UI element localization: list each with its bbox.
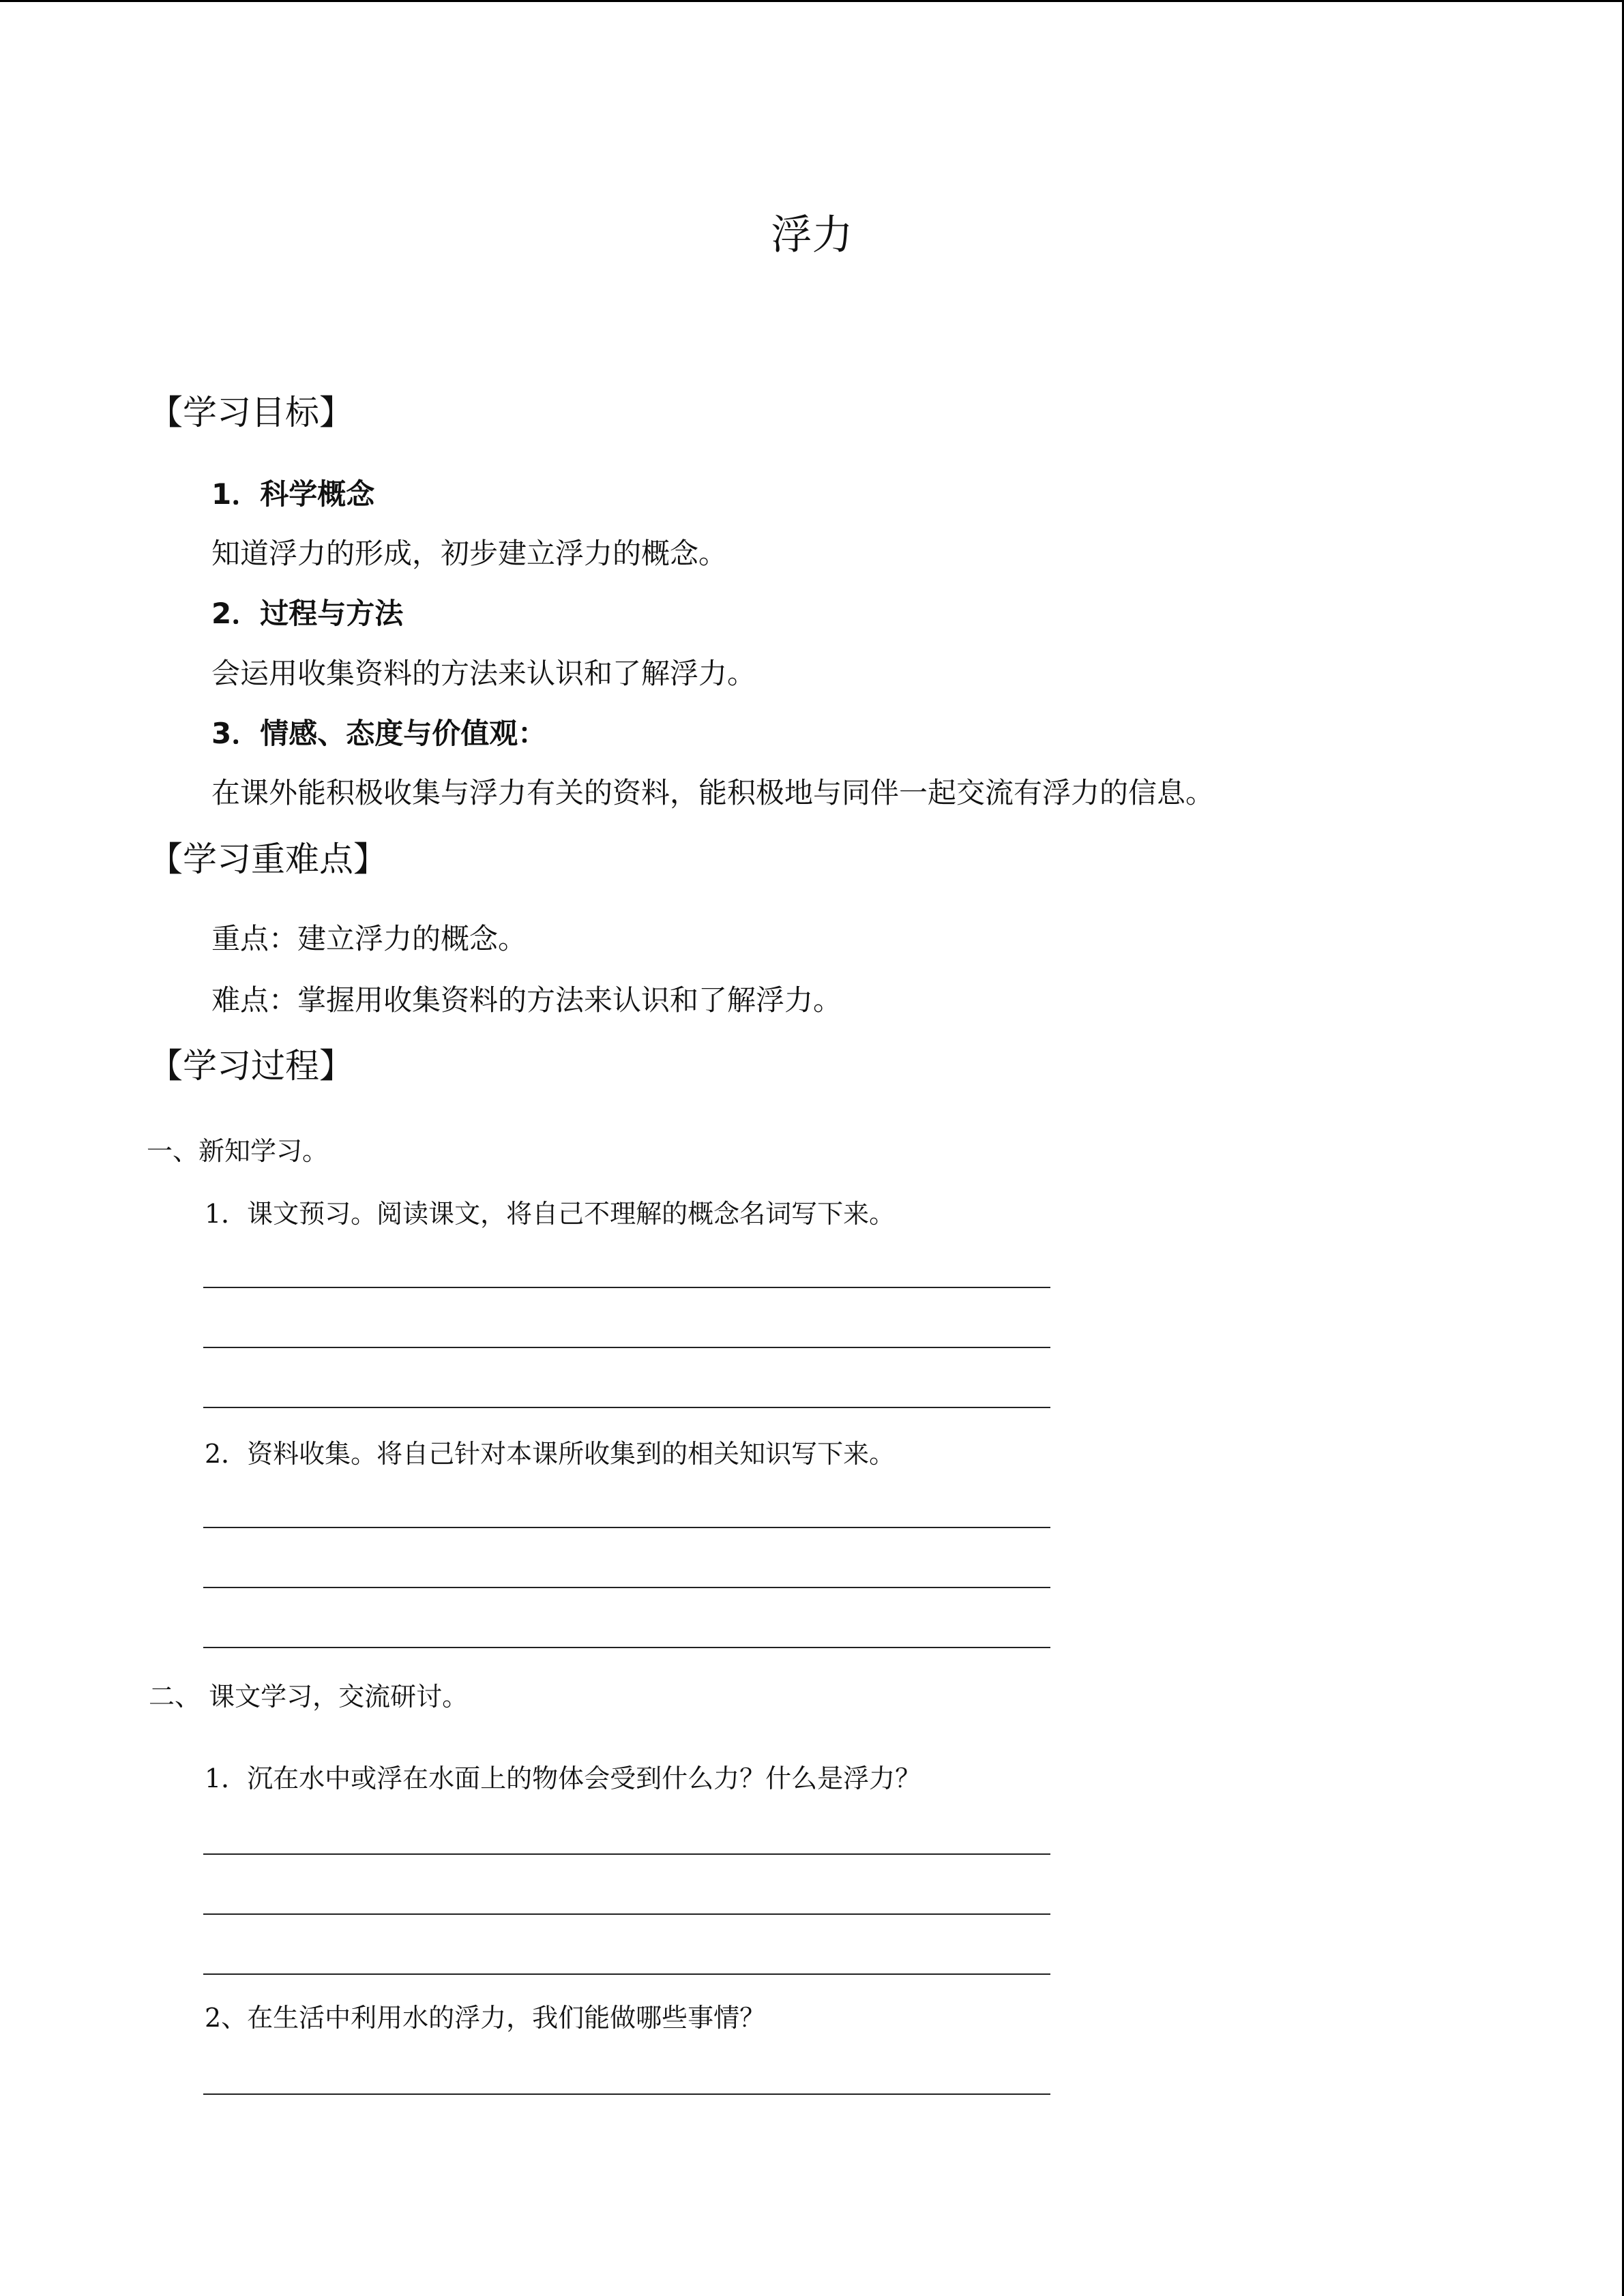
answer-line[interactable] [203, 1587, 1050, 1588]
answer-line[interactable] [203, 1347, 1050, 1348]
goal-label-2: 2．过程与方法 [211, 597, 404, 630]
question-1-1: 1．课文预习。阅读课文，将自己不理解的概念名词写下来。 [205, 1199, 896, 1229]
answer-line[interactable] [203, 1527, 1050, 1528]
goal-text-3: 在课外能积极收集与浮力有关的资料，能积极地与同伴一起交流有浮力的信息。 [211, 776, 1215, 809]
keypoint-focus: 重点：建立浮力的概念。 [211, 922, 527, 955]
answer-line[interactable] [203, 2093, 1050, 2095]
part-title-1: 一、新知学习。 [147, 1136, 329, 1166]
goal-label-1: 1．科学概念 [211, 477, 375, 511]
question-1-2: 2．资料收集。将自己针对本课所收集到的相关知识写下来。 [205, 1439, 896, 1469]
goal-text-1: 知道浮力的形成，初步建立浮力的概念。 [211, 537, 728, 570]
section-heading-process: 【学习过程】 [149, 1046, 353, 1086]
answer-line[interactable] [203, 1853, 1050, 1855]
keypoint-difficulty: 难点：掌握用收集资料的方法来认识和了解浮力。 [211, 983, 842, 1017]
answer-line[interactable] [203, 1287, 1050, 1288]
goal-label-3: 3．情感、态度与价值观： [211, 717, 547, 750]
question-2-2: 2、在生活中利用水的浮力，我们能做哪些事情？ [205, 2003, 766, 2033]
page-border-top [0, 0, 1624, 2]
answer-line[interactable] [203, 1647, 1050, 1648]
answer-line[interactable] [203, 1407, 1050, 1408]
section-heading-goals: 【学习目标】 [149, 393, 353, 432]
section-heading-keypoints: 【学习重难点】 [149, 839, 387, 879]
question-2-1: 1．沉在水中或浮在水面上的物体会受到什么力？什么是浮力？ [205, 1763, 921, 1793]
answer-line[interactable] [203, 1973, 1050, 1975]
answer-line[interactable] [203, 1913, 1050, 1915]
part-title-2: 二、 课文学习，交流研讨。 [149, 1682, 469, 1712]
goal-text-2: 会运用收集资料的方法来认识和了解浮力。 [211, 657, 756, 690]
page-title: 浮力 [771, 211, 853, 259]
